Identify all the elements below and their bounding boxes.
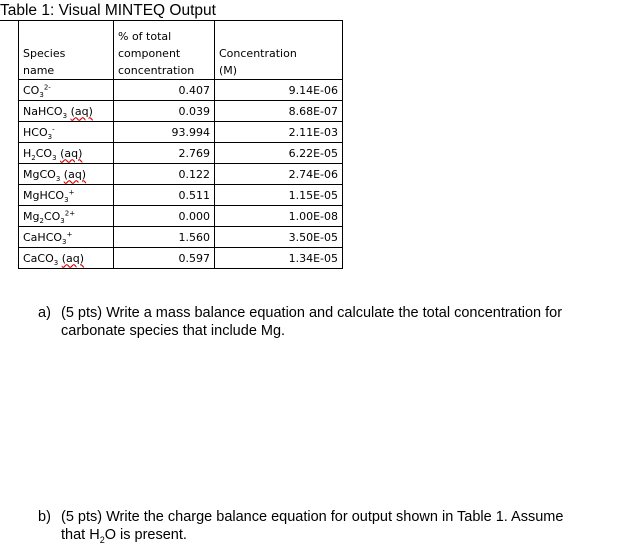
- table-row: [19, 206, 343, 227]
- species-cell: CaCO$_3$ (aq): [19, 248, 114, 269]
- concentration-cell: 8.68E-07: [215, 101, 343, 122]
- concentration-cell: 2.11E-03: [215, 122, 343, 143]
- table-row: [19, 248, 343, 269]
- species-cell: NaHCO$_3$ (aq): [19, 101, 114, 122]
- concentration-cell: 3.50E-05: [215, 227, 343, 248]
- species-cell: $H_2CO_3$ (aq): [19, 143, 114, 164]
- question-b-line-1: [38, 508, 563, 526]
- table-header-row: [19, 21, 343, 80]
- species-cell: MgCO$_3$ (aq): [19, 164, 114, 185]
- percent-cell: 2.769: [114, 143, 215, 164]
- percent-cell: 0.597: [114, 248, 215, 269]
- concentration-cell: 6.22E-05: [215, 143, 343, 164]
- question-a-text: (5 pts) Write a mass balance equation and calculate the total concentration for: [61, 305, 563, 321]
- question-a-label: a): [38, 305, 51, 321]
- question-b-line-2: that $H_2O$ is present.: [61, 527, 187, 545]
- species-cell: CaHCO$_3$+: [19, 227, 114, 248]
- minteq-output-table: [18, 20, 343, 269]
- question-a-line-2: carbonate species that include Mg.: [61, 323, 286, 339]
- header-concentration: Concentration (M): [215, 21, 343, 80]
- question-b-label: b): [38, 509, 51, 525]
- question-a-line-1: [38, 304, 562, 322]
- table-row: [19, 227, 343, 248]
- question-b-text: (5 pts) Write the charge balance equation for output shown in Table 1. Assume: [61, 509, 564, 525]
- table-row: [19, 185, 343, 206]
- table-row: [19, 143, 343, 164]
- table-row: [19, 164, 343, 185]
- concentration-cell: 1.15E-05: [215, 185, 343, 206]
- percent-cell: 1.560: [114, 227, 215, 248]
- question-b: [38, 508, 563, 549]
- concentration-cell: 1.34E-05: [215, 248, 343, 269]
- species-cell: MgHCO$_3$+: [19, 185, 114, 206]
- question-a: [38, 304, 562, 340]
- header-percent: % of total component concentration: [114, 21, 215, 80]
- table-row: [19, 80, 343, 101]
- concentration-cell: 1.00E-08: [215, 206, 343, 227]
- percent-cell: 93.994: [114, 122, 215, 143]
- percent-cell: 0.122: [114, 164, 215, 185]
- concentration-cell: 9.14E-06: [215, 80, 343, 101]
- concentration-cell: 2.74E-06: [215, 164, 343, 185]
- species-cell: $CO_3^{2-}$: [19, 80, 114, 101]
- species-cell: $HCO_3^-$: [19, 122, 114, 143]
- percent-cell: 0.407: [114, 80, 215, 101]
- percent-cell: 0.511: [114, 185, 215, 206]
- table-title: Table 1: Visual MINTEQ Output: [0, 2, 216, 19]
- table-row: [19, 101, 343, 122]
- percent-cell: 0.000: [114, 206, 215, 227]
- table-row: [19, 122, 343, 143]
- species-cell: $Mg_2CO_3^{2+}$: [19, 206, 114, 227]
- percent-cell: 0.039: [114, 101, 215, 122]
- header-species: Species name: [19, 21, 114, 80]
